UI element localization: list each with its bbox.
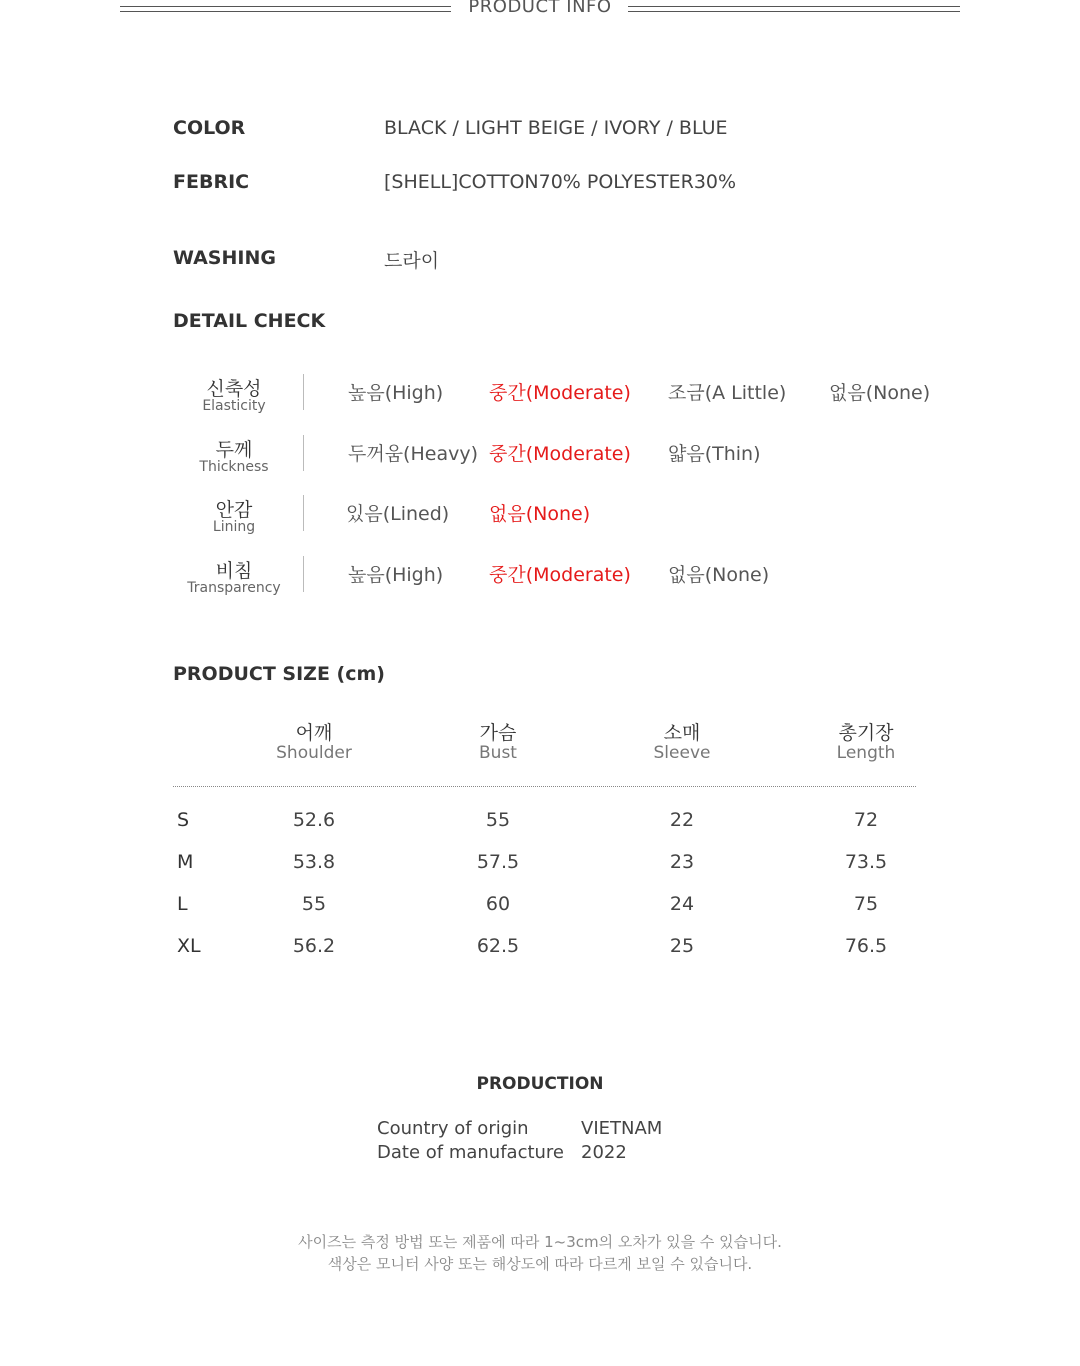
detail-option: 높음(High)	[348, 564, 444, 586]
origin-value: VIETNAM	[581, 1118, 663, 1139]
size-cell: 60	[485, 893, 511, 915]
size-row-label: M	[177, 851, 194, 873]
washing-value: 드라이	[384, 250, 440, 272]
size-column-header-en: Bust	[479, 743, 517, 763]
detail-check-title: DETAIL CHECK	[173, 310, 326, 332]
color-value: BLACK / LIGHT BEIGE / IVORY / BLUE	[384, 117, 728, 139]
detail-option: 두꺼움(Heavy)	[348, 443, 478, 465]
size-cell: 55	[301, 893, 327, 915]
detail-row-label-kr: 두께	[215, 439, 253, 461]
washing-label: WASHING	[173, 247, 276, 269]
detail-row-label-en: Thickness	[199, 459, 269, 475]
size-cell: 24	[669, 893, 695, 915]
size-column-header-kr: 어깨	[295, 722, 333, 744]
size-column-header-kr: 소매	[663, 722, 701, 744]
size-cell: 62.5	[476, 935, 520, 957]
detail-row-label-kr: 신축성	[206, 378, 262, 400]
size-cell: 22	[669, 809, 695, 831]
color-notice: 색상은 모니터 사양 또는 해상도에 따라 다르게 보일 수 있습니다.	[327, 1255, 753, 1273]
size-cell: 72	[853, 809, 879, 831]
size-cell: 52.6	[292, 809, 336, 831]
detail-option: 조금(A Little)	[668, 382, 787, 404]
size-cell: 75	[853, 893, 879, 915]
size-cell: 76.5	[844, 935, 888, 957]
size-column-header-en: Length	[836, 743, 896, 763]
detail-row-label-kr: 안감	[215, 499, 253, 521]
size-cell: 55	[485, 809, 511, 831]
fabric-label: FEBRIC	[173, 171, 250, 193]
size-cell: 73.5	[844, 851, 888, 873]
detail-option: 있음(Lined)	[346, 503, 450, 525]
detail-option: 높음(High)	[348, 382, 444, 404]
color-label: COLOR	[173, 117, 246, 139]
date-value: 2022	[581, 1142, 627, 1163]
detail-option-selected: 중간(Moderate)	[489, 443, 631, 465]
size-notice: 사이즈는 측정 방법 또는 제품에 따라 1~3cm의 오차가 있을 수 있습니다.	[298, 1233, 782, 1251]
size-row-label: L	[177, 893, 188, 915]
size-row-label: XL	[177, 935, 201, 957]
detail-option: 없음(None)	[829, 382, 931, 404]
detail-option: 얇음(Thin)	[668, 443, 761, 465]
detail-row-divider	[303, 435, 304, 471]
detail-option: 없음(None)	[668, 564, 770, 586]
detail-row-label-kr: 비침	[215, 560, 253, 582]
page-title: PRODUCT INFO	[468, 0, 612, 17]
detail-row-label-en: Elasticity	[202, 398, 266, 414]
detail-row-divider	[303, 556, 304, 592]
size-table-divider	[173, 786, 916, 787]
size-column-header-kr: 총기장	[838, 722, 894, 744]
detail-option-selected: 없음(None)	[489, 503, 591, 525]
production-title: PRODUCTION	[476, 1074, 604, 1094]
size-cell: 23	[669, 851, 695, 873]
size-column-header-en: Sleeve	[653, 743, 711, 763]
size-cell: 56.2	[292, 935, 336, 957]
size-column-header-kr: 가슴	[479, 722, 517, 744]
detail-row-divider	[303, 495, 304, 531]
detail-option-selected: 중간(Moderate)	[489, 564, 631, 586]
origin-label: Country of origin	[377, 1118, 529, 1139]
detail-row-label-en: Lining	[212, 519, 256, 535]
size-row-label: S	[177, 809, 190, 831]
detail-option-selected: 중간(Moderate)	[489, 382, 631, 404]
size-cell: 53.8	[292, 851, 336, 873]
date-label: Date of manufacture	[377, 1142, 565, 1163]
detail-row-label-en: Transparency	[187, 580, 281, 596]
fabric-value: [SHELL]COTTON70% POLYESTER30%	[384, 171, 737, 193]
product-size-title: PRODUCT SIZE (cm)	[173, 663, 385, 685]
detail-row-divider	[303, 374, 304, 410]
size-cell: 25	[669, 935, 695, 957]
size-cell: 57.5	[476, 851, 520, 873]
size-column-header-en: Shoulder	[276, 743, 352, 763]
